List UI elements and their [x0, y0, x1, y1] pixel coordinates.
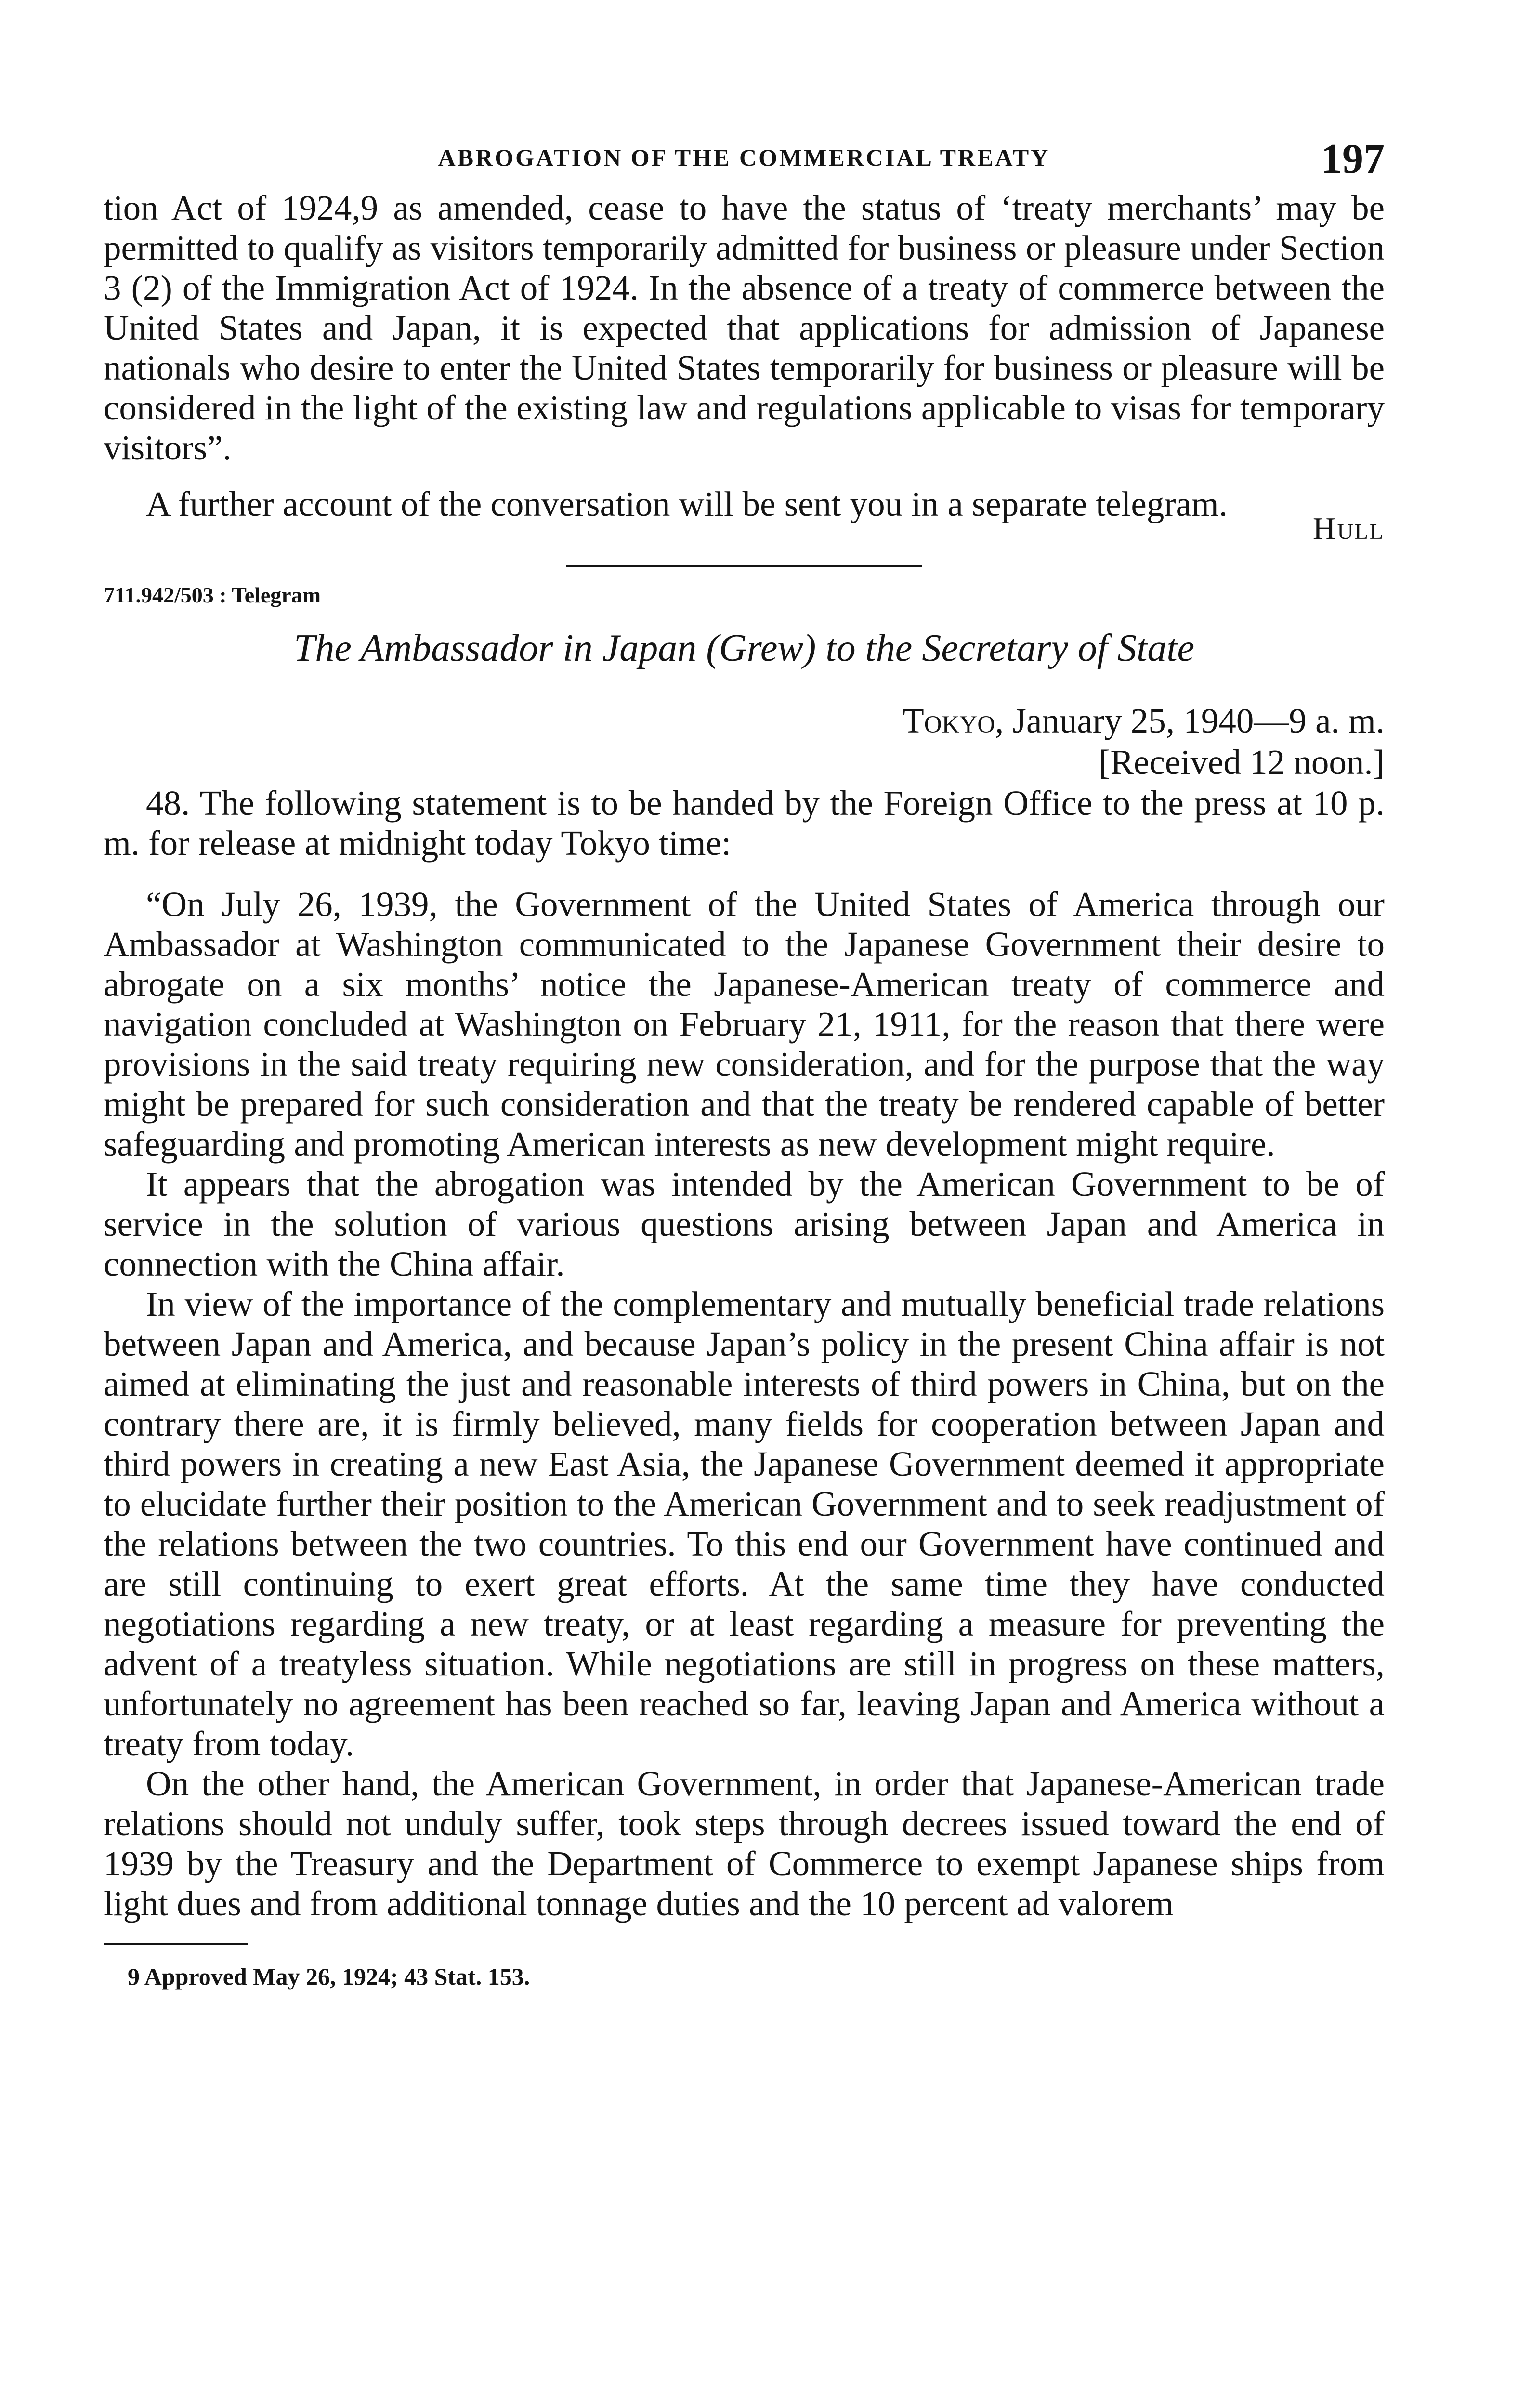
dateline-date: , January 25, 1940—9 a. m.: [995, 701, 1385, 740]
file-number: 711.942/503 : Telegram: [104, 583, 321, 607]
footnote: 9 Approved May 26, 1924; 43 Stat. 153.: [128, 1963, 530, 1990]
running-header: [104, 135, 1385, 188]
dateline-place: Tokyo: [903, 701, 995, 740]
statement-paragraph: In view of the importance of the complementary and mutually beneficial trade relations between Japan and America, and because Japan’s policy in the present China affair is not aimed at eliminating the just and reasonable interests of third powers in China, but on the contrary there are, it is firmly believed, many fields for cooperation between Japan and third powers in creating a new East Asia, the Japanese Government deemed it appropriate to elucidate further their position to the American Government and to seek readjustment of the relations between the two countries. To this end our Government have continued and are still continuing to exert great efforts. At the same time they have conducted negotiations regarding a new treaty, or at least regarding a measure for preventing the advent of a treatyless situation. While negotiations are still in progress on these matters, unfortunately no agreement has been reached so far, leaving Japan and America without a treaty from today.: [104, 1284, 1385, 1763]
further-account-paragraph: A further account of the conversation will be sent you in a separate telegram.: [146, 484, 1228, 523]
statement-paragraph: It appears that the abrogation was intended by the American Government to be of service in the solution of various questions arising between Japan and America in connection with the China affair.: [104, 1165, 1385, 1283]
received-time: [Received 12 noon.]: [1099, 743, 1385, 782]
document-page: [104, 135, 1385, 1991]
section-divider: [566, 565, 922, 567]
document-heading: The Ambassador in Japan (Grew) to the Secretary of State: [293, 627, 1195, 669]
signature: Hull: [1312, 511, 1385, 546]
page-number: 197: [1321, 136, 1385, 183]
statement-paragraph: “On July 26, 1939, the Government of the United States of America through our Ambassador at Washington communicated to the Japanese Government their desire to abrogate on a six months’ notice the Japanese-American treaty of commerce and navigation concluded at Washington on February 21, 1911, for the reason that there were provisions in the said treaty requiring new consideration, and for the purpose that the way might be prepared for such consideration and that the treaty be rendered capable of better safeguarding and promoting American interests as new development might require.: [104, 885, 1385, 1164]
continuation-paragraph: tion Act of 1924,9 as amended, cease to have the status of ‘treaty merchants’ may be permitted to qualify as visitors temporarily admitted for business or pleasure under Section 3 (2) of the Immigration Act of 1924. In the absence of a treaty of commerce between the United States and Japan, it is expected that applications for admission of Japanese nationals who desire to enter the United States temporarily for business or pleasure will be considered in the light of the existing law and regulations applicable to visas for temporary visitors”.: [104, 188, 1385, 467]
footnote-divider: [104, 1943, 248, 1945]
dateline: [104, 700, 1385, 742]
statement-paragraph: On the other hand, the American Government, in order that Japanese-American trade relations should not unduly suffer, took steps through decrees issued toward the end of 1939 by the Treasury and the Department of Commerce to exempt Japanese ships from light dues and from additional tonnage duties and the 10 percent ad valorem: [104, 1764, 1385, 1923]
running-title: ABROGATION OF THE COMMERCIAL TREATY: [438, 144, 1050, 171]
telegram-intro: 48. The following statement is to be handed by the Foreign Office to the press at 10 p. m. for release at midnight today Tokyo time:: [104, 784, 1385, 863]
